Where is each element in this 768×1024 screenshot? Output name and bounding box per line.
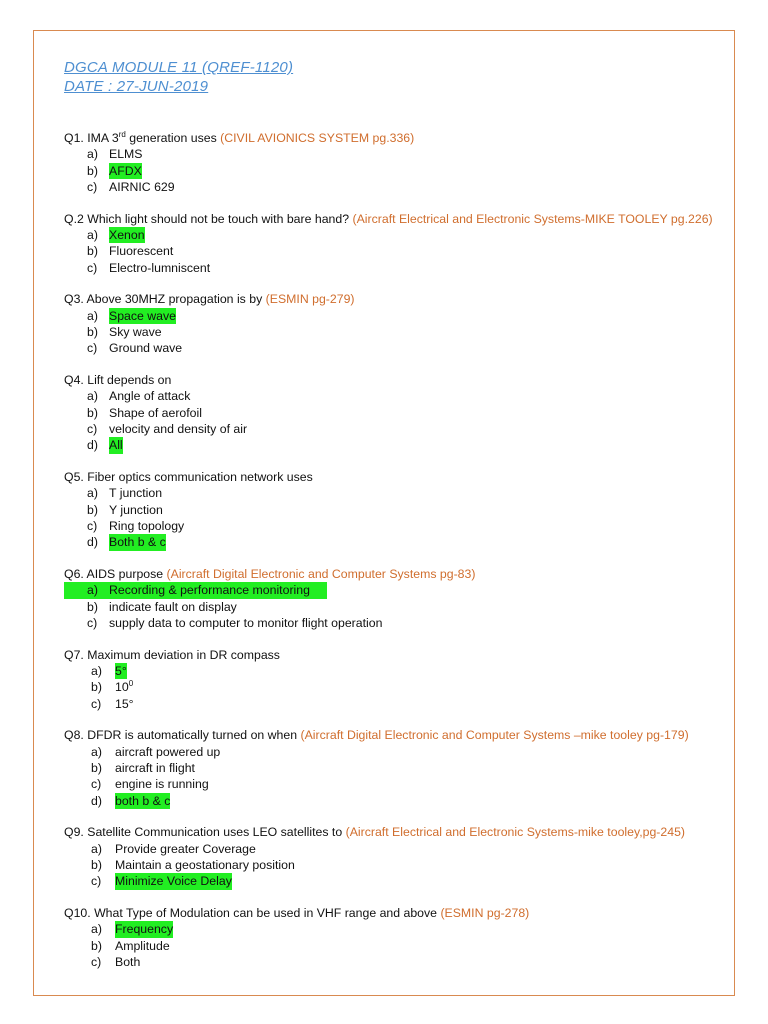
option-letter: a) (87, 486, 98, 501)
option-text: Electro-lumniscent (109, 260, 211, 275)
question-7 (64, 647, 729, 712)
options-list (64, 485, 729, 550)
option-letter: c) (87, 518, 98, 533)
correct-answer: AFDX (109, 163, 142, 178)
option-c (64, 776, 729, 792)
document-header (64, 58, 293, 96)
question-5 (64, 469, 729, 550)
option-text: AIRNIC 629 (109, 179, 175, 194)
correct-answer: Frequency (115, 922, 174, 937)
option-letter: b) (87, 599, 98, 614)
option-b (64, 857, 729, 873)
option-d (64, 437, 729, 453)
options-list (64, 146, 729, 195)
question-text-part: Q.2 Which light should not be touch with bare hand? (64, 211, 353, 226)
question-text-part: Q3. Above 30MHZ propagation is by (64, 292, 266, 307)
option-letter: c) (91, 696, 102, 711)
option-text: Sky wave (109, 324, 162, 339)
option-a (64, 227, 729, 243)
option-letter: a) (87, 147, 98, 162)
options-list (64, 744, 729, 809)
option-letter: c) (87, 421, 98, 436)
option-b (64, 938, 729, 954)
option-text: Angle of attack (109, 389, 191, 404)
option-c (64, 873, 729, 889)
option-a (64, 485, 729, 501)
option-text: ELMS (109, 147, 143, 162)
option-letter: a) (87, 227, 98, 242)
correct-answer: 5° (115, 664, 127, 679)
correct-answer: both b & c (115, 793, 171, 808)
question-text (64, 291, 729, 307)
option-letter: b) (87, 502, 98, 517)
option-a (64, 663, 729, 679)
option-a (64, 388, 729, 404)
page-bottom-margin (34, 996, 734, 1024)
option-text: supply data to computer to monitor flight operation (109, 615, 383, 630)
option-b (64, 324, 729, 340)
option-letter: d) (87, 438, 98, 453)
option-letter: c) (87, 615, 98, 630)
option-letter: a) (87, 389, 98, 404)
option-text: T junction (109, 486, 163, 501)
options-list (64, 663, 729, 712)
option-text: Amplitude (115, 938, 170, 953)
option-letter: b) (91, 680, 102, 695)
reference: (Aircraft Digital Electronic and Computer Systems pg-83) (166, 567, 476, 582)
reference: (CIVIL AVIONICS SYSTEM pg.336) (220, 131, 415, 145)
option-text: Ground wave (109, 341, 183, 356)
option-b (64, 679, 729, 695)
question-3 (64, 291, 729, 356)
reference: (Aircraft Electrical and Electronic Systems-mike tooley,pg-245) (345, 825, 686, 840)
option-c (64, 340, 729, 356)
correct-answer: All (109, 438, 123, 453)
options-list (64, 841, 729, 890)
option-c (64, 260, 729, 276)
options-list (64, 308, 729, 357)
option-letter: a) (91, 922, 102, 937)
question-text-part: generation uses (125, 131, 221, 145)
option-letter: b) (87, 405, 98, 420)
correct-answer: Both b & c (109, 535, 166, 550)
question-text-part: Q10. What Type of Modulation can be used in VHF range and above (64, 906, 441, 921)
question-4 (64, 372, 729, 453)
question-8 (64, 727, 729, 808)
option-letter: c) (87, 179, 98, 194)
question-6 (64, 566, 729, 631)
option-a (64, 744, 729, 760)
superscript: 0 (128, 679, 134, 689)
module-title: DGCA MODULE 11 (QREF-1120) (64, 59, 294, 76)
option-b (64, 502, 729, 518)
option-d (64, 793, 729, 809)
option-text: Both (115, 954, 141, 969)
option-c (64, 179, 729, 195)
option-letter: a) (91, 664, 102, 679)
option-b (64, 405, 729, 421)
option-letter: b) (91, 938, 102, 953)
option-letter: c) (87, 260, 98, 275)
question-text-part: Q8. DFDR is automatically turned on when (64, 728, 301, 743)
option-text: engine is running (115, 777, 209, 792)
option-text: aircraft in flight (115, 761, 195, 775)
question-text: Q5. Fiber optics communication network uses (64, 470, 313, 485)
option-letter: a) (91, 841, 102, 856)
option-text: Y junction (109, 502, 163, 517)
option-text: Shape of aerofoil (109, 405, 202, 420)
option-d (64, 534, 729, 550)
options-list (64, 388, 729, 453)
option-b (64, 599, 729, 615)
option-c (64, 615, 729, 631)
option-text-part: 10 (115, 680, 129, 695)
option-letter: b) (87, 324, 98, 339)
option-letter: c) (91, 777, 102, 792)
option-text: Ring topology (109, 518, 185, 533)
option-text: aircraft powered up (115, 744, 221, 759)
option-c (64, 421, 729, 437)
option-letter: a) (91, 744, 102, 759)
question-text (64, 824, 729, 840)
reference: (ESMIN pg-279) (265, 292, 355, 307)
option-text: Provide greater Coverage (115, 841, 256, 856)
option-a (64, 582, 327, 598)
reference: (Aircraft Digital Electronic and Computer Systems –mike tooley pg-179) (300, 728, 689, 743)
correct-answer: Xenon (109, 227, 145, 242)
option-letter: b) (91, 761, 102, 775)
option-c (64, 518, 729, 534)
question-list (64, 130, 729, 986)
question-text (64, 211, 729, 227)
option-c (64, 696, 729, 712)
option-text (115, 679, 133, 695)
reference: (Aircraft Electrical and Electronic Systems-MIKE TOOLEY pg.226) (352, 211, 713, 226)
option-letter: d) (87, 535, 98, 550)
question-2 (64, 211, 729, 276)
question-10 (64, 905, 729, 970)
option-letter: a) (87, 308, 98, 323)
option-text: velocity and density of air (109, 421, 248, 436)
question-text (64, 566, 729, 582)
option-letter: c) (91, 874, 102, 889)
option-b (64, 243, 729, 259)
question-text-part: Q1. IMA 3 (64, 131, 119, 145)
option-letter: c) (91, 954, 102, 969)
option-a (64, 308, 729, 324)
option-letter: b) (87, 163, 98, 178)
option-a (64, 146, 729, 162)
options-list (64, 582, 729, 631)
option-text: indicate fault on display (109, 599, 237, 614)
correct-answer: Minimize Voice Delay (115, 874, 232, 889)
question-text: Q7. Maximum deviation in DR compass (64, 647, 280, 662)
option-c (64, 954, 729, 970)
question-text (64, 727, 729, 743)
option-b (64, 760, 729, 776)
question-1 (64, 130, 729, 195)
option-letter: d) (91, 793, 102, 808)
question-9 (64, 824, 729, 889)
question-text (64, 130, 729, 146)
option-text: Fluorescent (109, 244, 174, 259)
option-letter: b) (91, 857, 102, 872)
question-text: Q4. Lift depends on (64, 373, 172, 388)
correct-answer: Space wave (109, 308, 176, 323)
options-list (64, 227, 729, 276)
correct-answer: Recording & performance monitoring (109, 583, 310, 598)
question-text (64, 905, 729, 921)
option-letter: a) (87, 583, 98, 598)
superscript: rd (118, 129, 126, 139)
option-text: 15° (115, 696, 134, 711)
question-text-part: Q9. Satellite Communication uses LEO satellites to (64, 825, 346, 840)
option-a (64, 921, 729, 937)
option-letter: b) (87, 244, 98, 259)
option-text: Maintain a geostationary position (115, 857, 295, 872)
reference: (ESMIN pg-278) (440, 906, 530, 921)
option-a (64, 841, 729, 857)
question-text-part: Q6. AIDS purpose (64, 567, 167, 582)
document-date: DATE : 27-JUN-2019 (64, 78, 209, 95)
option-letter: c) (87, 341, 98, 356)
options-list (64, 921, 729, 970)
option-b (64, 163, 729, 179)
